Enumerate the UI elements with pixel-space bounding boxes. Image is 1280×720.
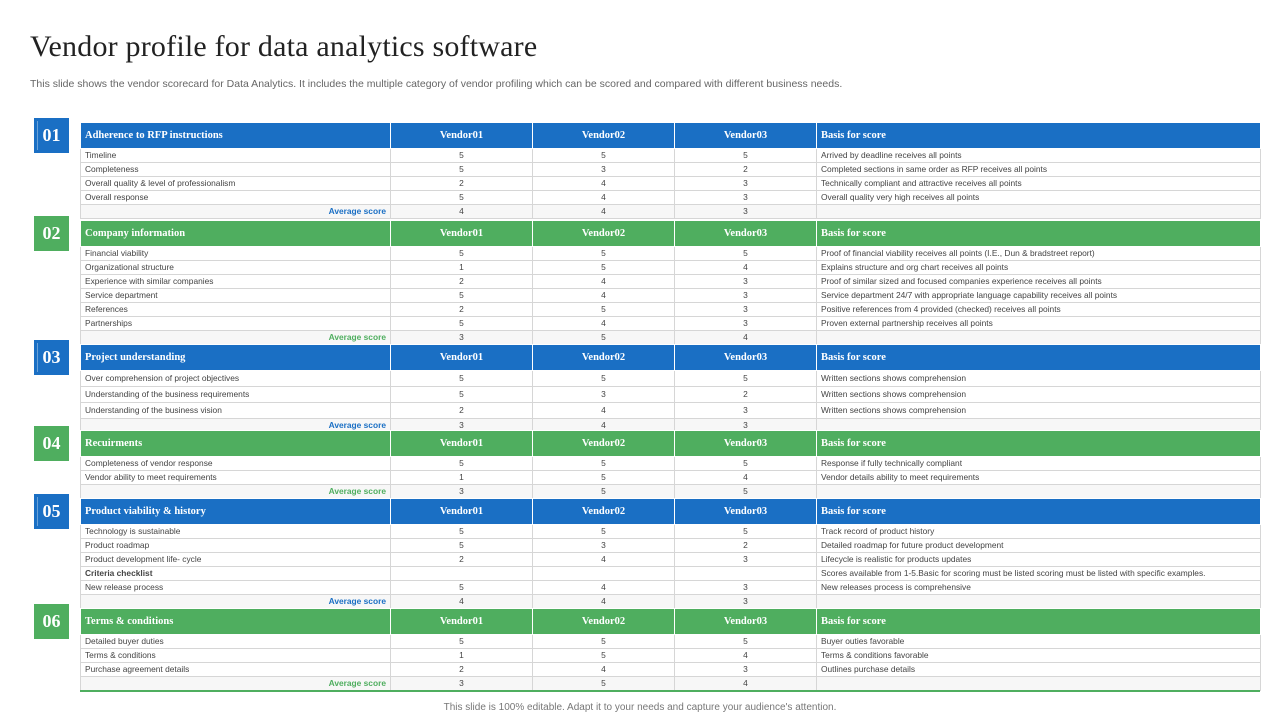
section-number-badge: 04	[34, 426, 69, 461]
criterion-cell: Organizational structure	[81, 261, 391, 275]
average-score-label: Average score	[81, 595, 391, 609]
vendor01-score: 5	[391, 149, 533, 163]
vendor01-score	[391, 567, 533, 581]
basis-column-header: Basis for score	[817, 609, 1261, 635]
criterion-cell: Service department	[81, 289, 391, 303]
basis-cell: Overall quality very high receives all points	[817, 191, 1261, 205]
vendor-column-header: Vendor03	[675, 221, 817, 247]
vendor02-score: 5	[533, 649, 675, 663]
vendor03-score: 3	[675, 275, 817, 289]
vendor02-score: 3	[533, 539, 675, 553]
vendor02-score: 5	[533, 525, 675, 539]
vendor02-score: 4	[533, 289, 675, 303]
criterion-cell: Overall quality & level of professionalism	[81, 177, 391, 191]
section-header-row	[81, 345, 1261, 371]
page-subtitle: This slide shows the vendor scorecard for Data Analytics. It includes the multiple category of vendor profiling which can be scored and compared with different business needs.	[30, 78, 843, 90]
basis-cell: Explains structure and org chart receives all points	[817, 261, 1261, 275]
table-row	[81, 275, 1261, 289]
vendor02-average: 5	[533, 677, 675, 691]
vendor03-average: 4	[675, 677, 817, 691]
vendor03-score: 2	[675, 163, 817, 177]
vendor-column-header: Vendor02	[533, 123, 675, 149]
criterion-cell: Timeline	[81, 149, 391, 163]
average-score-label: Average score	[81, 419, 391, 433]
section-table	[80, 498, 1261, 609]
vendor01-score: 2	[391, 403, 533, 419]
criterion-cell: Experience with similar companies	[81, 275, 391, 289]
basis-column-header: Basis for score	[817, 123, 1261, 149]
average-score-row	[81, 205, 1261, 219]
criterion-cell: New release process	[81, 581, 391, 595]
vendor-column-header: Vendor03	[675, 499, 817, 525]
vendor01-score: 1	[391, 649, 533, 663]
vendor01-score: 5	[391, 525, 533, 539]
vendor03-score: 5	[675, 635, 817, 649]
vendor03-score: 5	[675, 247, 817, 261]
vendor03-score: 4	[675, 261, 817, 275]
vendor-column-header: Vendor03	[675, 609, 817, 635]
vendor-column-header: Vendor03	[675, 345, 817, 371]
vendor03-score: 3	[675, 553, 817, 567]
vendor03-score: 5	[675, 525, 817, 539]
criterion-cell: Completeness	[81, 163, 391, 177]
vendor01-score: 1	[391, 261, 533, 275]
vendor-column-header: Vendor02	[533, 221, 675, 247]
section-number-badge: 03	[34, 340, 69, 375]
vendor03-average: 5	[675, 485, 817, 499]
vendor03-score: 3	[675, 581, 817, 595]
criterion-cell: Financial viability	[81, 247, 391, 261]
average-score-row	[81, 485, 1261, 499]
vendor03-score: 3	[675, 317, 817, 331]
criterion-cell: Purchase agreement details	[81, 663, 391, 677]
vendor02-score: 5	[533, 149, 675, 163]
table-row	[81, 663, 1261, 677]
section-title: Terms & conditions	[81, 609, 391, 635]
vendor02-score: 3	[533, 163, 675, 177]
vendor01-score: 5	[391, 317, 533, 331]
basis-cell: Vendor details ability to meet requirements	[817, 471, 1261, 485]
table-row	[81, 635, 1261, 649]
vendor01-score: 2	[391, 553, 533, 567]
vendor01-score: 5	[391, 581, 533, 595]
criterion-cell: Understanding of the business vision	[81, 403, 391, 419]
average-score-row	[81, 677, 1261, 691]
table-row	[81, 163, 1261, 177]
vendor01-average: 3	[391, 331, 533, 345]
basis-cell: Service department 24/7 with appropriate language capability receives all points	[817, 289, 1261, 303]
criterion-cell: Completeness of vendor response	[81, 457, 391, 471]
table-row	[81, 387, 1261, 403]
criterion-cell: Product development life- cycle	[81, 553, 391, 567]
section-table	[80, 608, 1261, 691]
basis-column-header: Basis for score	[817, 221, 1261, 247]
table-row	[81, 581, 1261, 595]
vendor02-score: 4	[533, 403, 675, 419]
basis-cell: Completed sections in same order as RFP receives all points	[817, 163, 1261, 177]
table-row	[81, 525, 1261, 539]
criterion-cell: Terms & conditions	[81, 649, 391, 663]
table-row	[81, 247, 1261, 261]
table-row	[81, 649, 1261, 663]
section-table	[80, 220, 1261, 345]
table-row	[81, 317, 1261, 331]
vendor01-score: 2	[391, 275, 533, 289]
average-score-row	[81, 331, 1261, 345]
vendor02-score: 5	[533, 457, 675, 471]
table-row	[81, 149, 1261, 163]
vendor02-score: 5	[533, 371, 675, 387]
vendor-column-header: Vendor01	[391, 431, 533, 457]
vendor02-score: 4	[533, 177, 675, 191]
basis-empty-cell	[817, 331, 1261, 345]
vendor02-score: 5	[533, 247, 675, 261]
vendor03-score: 3	[675, 289, 817, 303]
basis-cell: Written sections shows comprehension	[817, 387, 1261, 403]
vendor-column-header: Vendor01	[391, 345, 533, 371]
table-row	[81, 261, 1261, 275]
vendor-column-header: Vendor01	[391, 609, 533, 635]
table-row	[81, 567, 1261, 581]
vendor01-average: 4	[391, 205, 533, 219]
criterion-cell: Vendor ability to meet requirements	[81, 471, 391, 485]
section-header-row	[81, 431, 1261, 457]
vendor01-score: 2	[391, 177, 533, 191]
section-table	[80, 344, 1261, 433]
basis-cell: Proven external partnership receives all points	[817, 317, 1261, 331]
section-header-row	[81, 221, 1261, 247]
vendor03-score: 3	[675, 303, 817, 317]
basis-column-header: Basis for score	[817, 345, 1261, 371]
vendor02-score	[533, 567, 675, 581]
table-row	[81, 177, 1261, 191]
table-row	[81, 553, 1261, 567]
vendor01-average: 3	[391, 677, 533, 691]
criterion-cell: Criteria checklist	[81, 567, 391, 581]
vendor02-score: 4	[533, 581, 675, 595]
section-number-badge: 02	[34, 216, 69, 251]
section-number-badge: 01	[34, 118, 69, 153]
footer-note: This slide is 100% editable. Adapt it to your needs and capture your audience's attention.	[443, 702, 837, 713]
basis-cell: Terms & conditions favorable	[817, 649, 1261, 663]
vendor02-average: 5	[533, 485, 675, 499]
vendor01-average: 3	[391, 485, 533, 499]
vendor03-score: 5	[675, 149, 817, 163]
criterion-cell: Understanding of the business requirements	[81, 387, 391, 403]
table-row	[81, 303, 1261, 317]
vendor03-average: 4	[675, 331, 817, 345]
basis-cell: New releases process is comprehensive	[817, 581, 1261, 595]
vendor02-score: 5	[533, 303, 675, 317]
criterion-cell: Technology is sustainable	[81, 525, 391, 539]
basis-column-header: Basis for score	[817, 431, 1261, 457]
vendor01-score: 5	[391, 163, 533, 177]
vendor01-score: 1	[391, 471, 533, 485]
vendor02-score: 5	[533, 635, 675, 649]
vendor01-score: 5	[391, 289, 533, 303]
vendor02-score: 3	[533, 387, 675, 403]
vendor01-score: 5	[391, 635, 533, 649]
vendor01-score: 5	[391, 387, 533, 403]
vendor03-score: 3	[675, 403, 817, 419]
vendor02-average: 5	[533, 331, 675, 345]
vendor-column-header: Vendor02	[533, 499, 675, 525]
vendor03-score: 5	[675, 371, 817, 387]
basis-cell: Outlines purchase details	[817, 663, 1261, 677]
section-title: Project understanding	[81, 345, 391, 371]
vendor02-average: 4	[533, 595, 675, 609]
vendor03-score: 4	[675, 471, 817, 485]
vendor01-score: 5	[391, 247, 533, 261]
table-row	[81, 403, 1261, 419]
vendor02-score: 4	[533, 317, 675, 331]
vendor02-score: 4	[533, 191, 675, 205]
vendor03-score	[675, 567, 817, 581]
criterion-cell: Detailed buyer duties	[81, 635, 391, 649]
basis-empty-cell	[817, 677, 1261, 691]
average-score-row	[81, 595, 1261, 609]
average-score-label: Average score	[81, 485, 391, 499]
vendor01-score: 5	[391, 371, 533, 387]
basis-cell: Detailed roadmap for future product development	[817, 539, 1261, 553]
basis-cell: Track record of product history	[817, 525, 1261, 539]
basis-empty-cell	[817, 485, 1261, 499]
vendor03-average: 3	[675, 595, 817, 609]
vendor01-score: 5	[391, 539, 533, 553]
vendor03-score: 3	[675, 663, 817, 677]
vendor02-score: 4	[533, 663, 675, 677]
table-row	[81, 457, 1261, 471]
basis-cell: Proof of similar sized and focused companies experience receives all points	[817, 275, 1261, 289]
criterion-cell: Overall response	[81, 191, 391, 205]
table-row	[81, 471, 1261, 485]
table-row	[81, 371, 1261, 387]
criterion-cell: Product roadmap	[81, 539, 391, 553]
table-row	[81, 191, 1261, 205]
section-title: Adherence to RFP instructions	[81, 123, 391, 149]
average-score-label: Average score	[81, 205, 391, 219]
basis-column-header: Basis for score	[817, 499, 1261, 525]
basis-cell: Buyer outies favorable	[817, 635, 1261, 649]
vendor-column-header: Vendor02	[533, 345, 675, 371]
basis-cell: Arrived by deadline receives all points	[817, 149, 1261, 163]
vendor-column-header: Vendor01	[391, 123, 533, 149]
section-title: Recuirments	[81, 431, 391, 457]
vendor03-score: 5	[675, 457, 817, 471]
section-header-row	[81, 609, 1261, 635]
section-number-badge: 06	[34, 604, 69, 639]
section-table	[80, 122, 1261, 219]
vendor02-average: 4	[533, 205, 675, 219]
bottom-divider	[80, 690, 1260, 692]
section-header-row	[81, 123, 1261, 149]
criterion-cell: Partnerships	[81, 317, 391, 331]
vendor03-score: 4	[675, 649, 817, 663]
page-title: Vendor profile for data analytics software	[30, 30, 538, 63]
section-title: Product viability & history	[81, 499, 391, 525]
vendor03-average: 3	[675, 205, 817, 219]
average-score-label: Average score	[81, 677, 391, 691]
basis-cell: Lifecycle is realistic for products updates	[817, 553, 1261, 567]
section-title: Company information	[81, 221, 391, 247]
section-table	[80, 430, 1261, 499]
table-row	[81, 289, 1261, 303]
section-number-badge: 05	[34, 494, 69, 529]
vendor-column-header: Vendor01	[391, 499, 533, 525]
vendor02-average: 4	[533, 419, 675, 433]
basis-cell: Proof of financial viability receives all points (I.E., Dun & bradstreet report)	[817, 247, 1261, 261]
section-header-row	[81, 499, 1261, 525]
basis-empty-cell	[817, 205, 1261, 219]
table-row	[81, 539, 1261, 553]
vendor-column-header: Vendor01	[391, 221, 533, 247]
vendor01-score: 2	[391, 303, 533, 317]
average-score-label: Average score	[81, 331, 391, 345]
vendor02-score: 4	[533, 275, 675, 289]
basis-cell: Response if fully technically compliant	[817, 457, 1261, 471]
vendor03-score: 3	[675, 177, 817, 191]
basis-cell: Positive references from 4 provided (checked) receives all points	[817, 303, 1261, 317]
vendor01-average: 3	[391, 419, 533, 433]
basis-cell: Scores available from 1-5.Basic for scoring must be listed scoring must be listed with specific examples.	[817, 567, 1261, 581]
vendor03-score: 3	[675, 191, 817, 205]
vendor02-score: 4	[533, 553, 675, 567]
basis-empty-cell	[817, 595, 1261, 609]
basis-cell: Written sections shows comprehension	[817, 403, 1261, 419]
vendor01-score: 5	[391, 457, 533, 471]
vendor-column-header: Vendor03	[675, 431, 817, 457]
vendor02-score: 5	[533, 261, 675, 275]
vendor-column-header: Vendor02	[533, 431, 675, 457]
vendor01-average: 4	[391, 595, 533, 609]
vendor03-score: 2	[675, 387, 817, 403]
criterion-cell: References	[81, 303, 391, 317]
basis-cell: Technically compliant and attractive receives all points	[817, 177, 1261, 191]
vendor01-score: 5	[391, 191, 533, 205]
vendor-column-header: Vendor03	[675, 123, 817, 149]
criterion-cell: Over comprehension of project objectives	[81, 371, 391, 387]
basis-cell: Written sections shows comprehension	[817, 371, 1261, 387]
vendor02-score: 5	[533, 471, 675, 485]
vendor-column-header: Vendor02	[533, 609, 675, 635]
vendor03-average: 3	[675, 419, 817, 433]
vendor03-score: 2	[675, 539, 817, 553]
vendor01-score: 2	[391, 663, 533, 677]
